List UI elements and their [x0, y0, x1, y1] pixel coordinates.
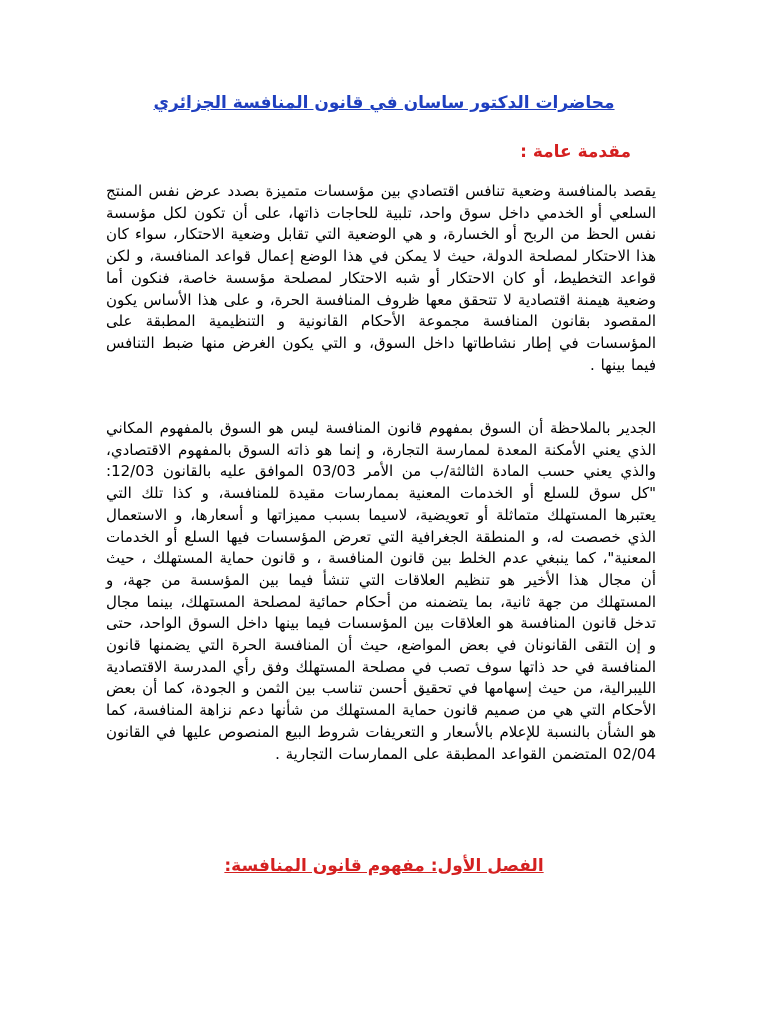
intro-paragraph: يقصد بالمنافسة وضعية تنافس اقتصادي بين مؤسسات متميزة بصدد عرض نفس المنتج السلعي أو الخدمي داخل سوق واحد، تلبية للحاجات ذاتها، على أن تكون لكل مؤسسة نفس الحظ من الربح أو الخسارة، و هي الوضعية التي تقابل وضعية الاحتكار، سواء كان هذا الاحتكار لمصلحة الدولة، حيث لا يمكن في هذا الوضع إعمال قواعد المنافسة، و لكن قواعد التخطيط، أو كان الاحتكار أو شبه الاحتكار لمصلحة مؤسسة خاصة، فنكون أما وضعية هيمنة اقتصادية لا تتحقق معها ظروف المنافسة الحرة، و على هذا الأساس يكون المقصود بقانون المنافسة مجموعة الأحكام القانونية و التنظيمية المطبقة على المؤسسات في إطار نشاطاتها داخل السوق، و التي يكون الغرض منها ضبط التنافس فيما بينها . — [106, 182, 656, 374]
market-definition-paragraph: الجدير بالملاحظة أن السوق بمفهوم قانون المنافسة ليس هو السوق بالمفهوم المكاني الذي يعني الأمكنة المعدة لممارسة التجارة، و إنما هو ذاته السوق بالمفهوم الاقتصادي، والذي يعني حسب المادة الثالثة/ب من الأمر 03/03 الموافق عليه بالقانون 12/03: "كل سوق للسلع أو الخدمات المعنية بممارسات مقيدة للمنافسة، و كذا تلك التي يعتبرها المستهلك متماثلة أو تعويضية، لاسيما بسبب مميزاتها و أسعارها، و الاستعمال الذي خصصت له، و المنطقة الجغرافية التي تعرض المؤسسات فيها السلع أو الخدمات المعنية"، كما ينبغي عدم الخلط بين قانون المنافسة ، و قانون حماية المستهلك ، حيث أن مجال هذا الأخير هو تنظيم العلاقات التي تنشأ فيما بين المؤسسة من جهة، و المستهلك من جهة ثانية، بما يتضمنه من أحكام حمائية لمصلحة المستهلك، بينما مجال تدخل قانون المنافسة هو العلاقات بين المؤسسات فيما بينها داخل السوق الواحد، حتى و إن التقى القانونان في بعض المواضع، حيث أن المنافسة الحرة التي يضمنها قانون المنافسة في حد ذاتها سوف تصب في مصلحة المستهلك وفق رأي المدرسة الاقتصادية الليبرالية، من حيث إسهامها في تحقيق أحسن تناسب بين الثمن و الجودة، كما أن بعض الأحكام التي هي من صميم قانون حماية المستهلك من شأنها دعم نزاهة المنافسة، كما هو الشأن بالنسبة للإعلام بالأسعار و التعريفات شروط البيع المنصوص عليها في القانون 02/04 المتضمن القواعد المطبقة على الممارسات التجارية . — [106, 419, 657, 763]
intro-heading: مقدمة عامة : — [520, 142, 631, 162]
chapter-one-heading: الفصل الأول: مفهوم قانون المنافسة: — [224, 856, 544, 876]
document-title: محاضرات الدكتور ساسان في قانون المنافسة الجزائري — [153, 93, 615, 113]
